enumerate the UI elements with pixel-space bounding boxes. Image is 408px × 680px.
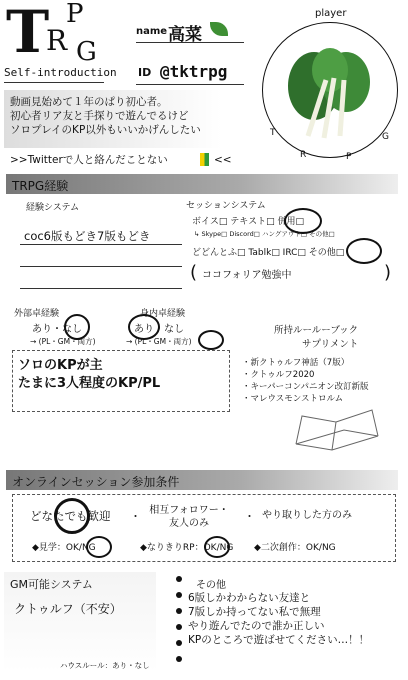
intro-line-1: 動画見始めて１年のぱり初心者。 [10, 96, 168, 108]
derivative-condition: ◆二次創作：OK/NG [254, 543, 336, 553]
narikiri-condition: ◆なりきりRP：OK/NG [140, 543, 234, 553]
spectate-condition: ◆見学：OK/NG [32, 543, 96, 553]
rulebook-item-2: ・クトゥルフ2020 [242, 370, 315, 380]
external-label: 外部卓経験 [14, 309, 60, 319]
intro-line-2: 初心者リア友と手探りで遊んでるけど [10, 110, 189, 122]
rulebook-title: 所持ルールーブック [274, 325, 359, 336]
session-system-label: セッションシステム [186, 201, 266, 211]
trpg-title: TRPG経験 [12, 179, 69, 193]
logo-subtitle: Self-introduction [4, 66, 117, 79]
option-interacted: やり取りした方のみ [262, 510, 352, 521]
external-role: → (PL・GM・両方) [30, 337, 96, 346]
note-bracket-right: ) [384, 262, 392, 283]
internal-role: → (PL・GM・両方) [126, 337, 192, 346]
internal-value: あり・なし [134, 324, 184, 335]
other-label: その他 [196, 580, 226, 591]
name-underline [136, 42, 244, 43]
circle-mark-other [346, 238, 382, 264]
rulebook-item-1: ・新クトゥルフ神話（7版） [242, 358, 350, 368]
session-note: ココフォリア勉強中 [202, 270, 292, 281]
session-row-1b: ↳ Skype□ Discord□ ハングアウト□ その他□ [194, 230, 335, 238]
name-value: 高菜 [168, 25, 202, 45]
intro-twitter: >>Twitterで人と絡んだことない [10, 154, 168, 166]
experience-systems-label: 経験システム [26, 203, 80, 213]
logo-letter-r: R [46, 24, 68, 57]
divider-dot-2 [176, 592, 182, 598]
house-rule: ハウスルール：あり・なし [60, 661, 150, 670]
external-value: あり・なし [32, 324, 82, 335]
other-line-3: やり遊んでたので誰か正しい [188, 620, 325, 632]
beginner-mark-icon [200, 153, 209, 166]
comment-line-2: たまに3人程度のKP/PL [18, 376, 161, 391]
circle-mark-narikiri [204, 536, 230, 558]
gm-system: クトゥルフ（不安） [14, 602, 122, 616]
other-line-2: 7版しか持ってない私で無理 [188, 606, 321, 618]
divider-dot-4 [176, 624, 182, 630]
logo-letter-p: P [66, 0, 84, 29]
logo-letter-t: T [6, 0, 50, 66]
intro-line-3: ソロプレイのKP以外もいいかげんしたい [10, 124, 201, 136]
session-row-2: どどんとふ□ Tablk□ IRC□ その他□ [192, 248, 345, 258]
other-line-4: KPのところで遊ばせてください…！！ [188, 634, 370, 646]
circle-mark-spectate [86, 536, 112, 558]
system-line-1 [20, 244, 182, 245]
separator-2: ・ [244, 510, 255, 523]
logo-underline [4, 82, 104, 83]
circle-mark-both [198, 330, 224, 350]
id-underline [136, 84, 244, 85]
comment-line-1: ソロのKPが主 [18, 358, 103, 373]
gm-title: GM可能システム [10, 578, 93, 591]
lettuce-illustration [278, 40, 378, 144]
rulebook-item-3: ・キーパーコンパニオン改訂新版 [242, 382, 369, 392]
player-label: player [315, 8, 347, 19]
ring-letter-p: P [346, 152, 352, 162]
logo-letter-g: G [76, 37, 97, 67]
divider-dot-6 [176, 656, 182, 662]
circle-mark-combined [284, 208, 322, 234]
divider-dot-5 [176, 640, 182, 646]
option-mutual: 相互フォロワー・友人のみ [149, 505, 229, 529]
other-line-1: 6版しかわからない友達と [188, 592, 311, 604]
note-bracket-left: ( [190, 262, 198, 283]
rulebook-subtitle: サプリメント [302, 339, 359, 350]
online-title: オンラインセッション参加条件 [12, 475, 180, 489]
circle-mark-anyone [54, 498, 90, 534]
leaf-icon [210, 22, 228, 36]
ring-letter-g: G [382, 132, 389, 142]
ring-letter-t: T [270, 128, 276, 138]
id-value: @tktrpg [160, 62, 228, 81]
intro-twitter-tail: << [214, 154, 232, 166]
session-row-1: ボイス□ テキスト□ 併用□ [192, 217, 304, 227]
divider-dot-3 [176, 608, 182, 614]
internal-label: 身内卓経験 [140, 309, 186, 319]
separator-1: ・ [130, 510, 141, 523]
ring-letter-r: R [300, 150, 307, 160]
name-label: name [136, 26, 168, 37]
rulebook-item-4: ・マレウスモンストロルム [242, 394, 344, 404]
option-anyone: どなたでも歓迎 [30, 509, 111, 523]
system-line-2 [20, 266, 182, 267]
divider-dot-1 [176, 576, 182, 582]
experience-system-1: coc6版もどき7版もどき [24, 229, 151, 243]
id-label: ID [138, 66, 152, 79]
system-line-3 [20, 288, 182, 289]
open-book-illustration [292, 406, 382, 452]
